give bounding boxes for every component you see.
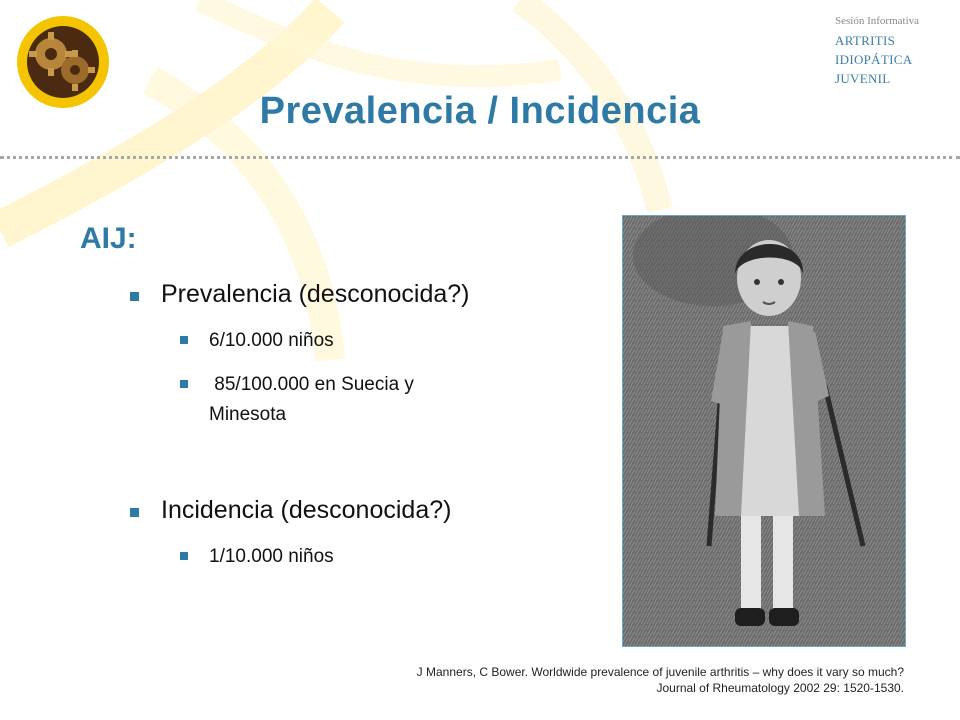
bullet-square-icon bbox=[130, 508, 139, 517]
subbullet-prevalence-1 bbox=[180, 326, 334, 356]
reference-caption-line-2: Journal of Rheumatology 2002 29: 1520-1530. bbox=[656, 681, 904, 695]
header-tag bbox=[835, 14, 919, 88]
child-crutches-photo bbox=[622, 215, 906, 647]
bullet-square-icon bbox=[180, 336, 188, 344]
bullet-square-icon bbox=[180, 552, 188, 560]
bullet-incidence bbox=[130, 496, 451, 525]
bullet-square-icon bbox=[180, 380, 188, 388]
bullet-square-icon bbox=[130, 292, 139, 301]
subbullet-prevalence-2 bbox=[180, 370, 414, 430]
subbullet-incidence-1-text: 1/10.000 niños bbox=[209, 546, 334, 567]
bullet-prevalence bbox=[130, 280, 470, 309]
section-title: AIJ: bbox=[80, 222, 137, 255]
subbullet-prevalence-1-text: 6/10.000 niños bbox=[209, 330, 334, 351]
subbullet-prevalence-2-text bbox=[209, 370, 414, 430]
subbullet-incidence-1 bbox=[180, 542, 334, 572]
bullet-prevalence-label: Prevalencia (desconocida?) bbox=[161, 280, 470, 308]
subbullet-prevalence-2-line-1: 85/100.000 en Suecia y bbox=[209, 374, 414, 395]
header-tag-line-2: IDIOPÁTICA bbox=[835, 52, 913, 67]
title-divider bbox=[0, 156, 960, 159]
subbullet-prevalence-2-line-2: Minesota bbox=[209, 404, 287, 425]
reference-caption-line-1: J Manners, C Bower. Worldwide prevalence of juvenile arthritis – why does it vary so much? bbox=[416, 665, 904, 679]
header-tag-line-3: JUVENIL bbox=[835, 71, 891, 86]
reference-caption bbox=[417, 664, 904, 696]
bullet-incidence-label: Incidencia (desconocida?) bbox=[161, 496, 452, 524]
header-tag-line-1: ARTRITIS bbox=[835, 33, 896, 48]
header-tag-subtitle: Sesión Informativa bbox=[835, 15, 920, 27]
slide-title: Prevalencia / Incidencia bbox=[259, 90, 701, 132]
